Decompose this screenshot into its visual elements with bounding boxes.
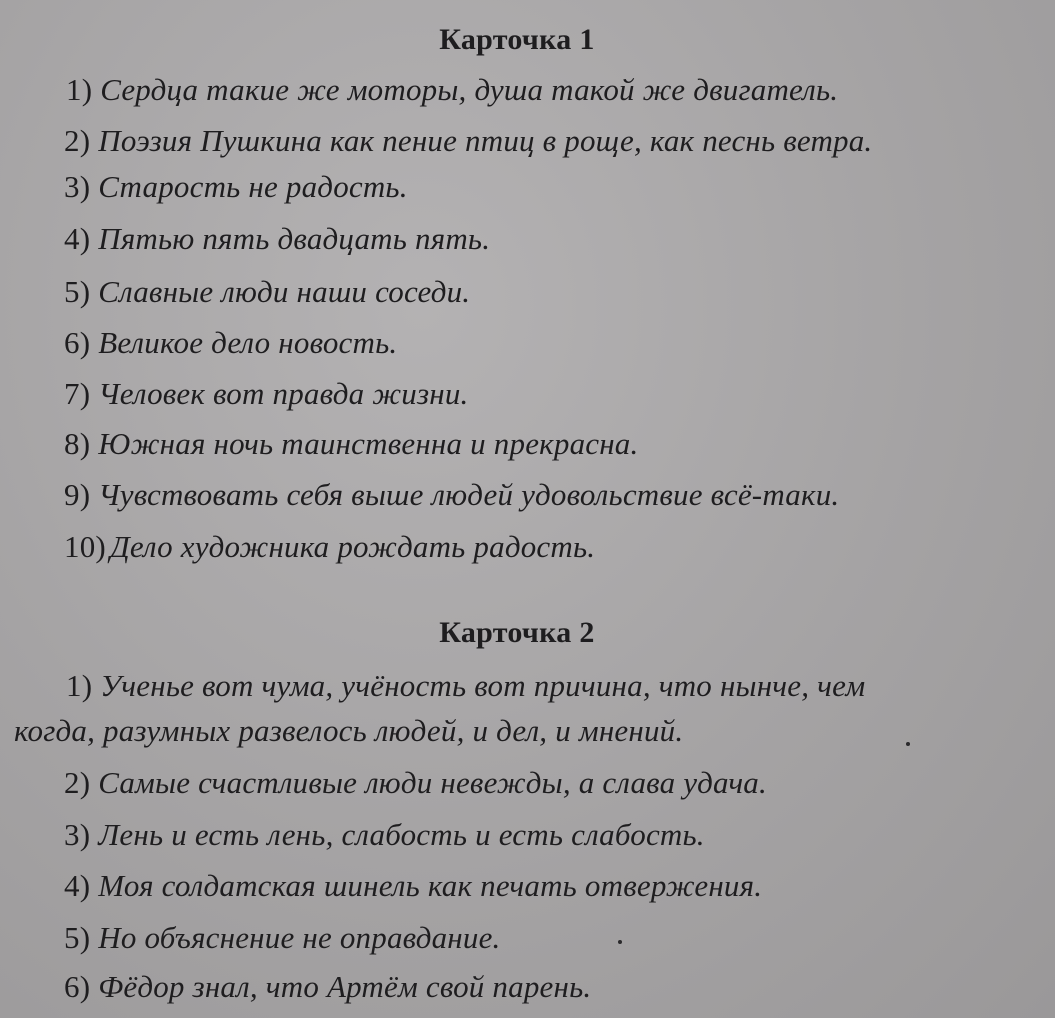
item-number: 5) [64, 274, 91, 309]
speck-mark [618, 940, 622, 944]
item-number: 7) [64, 376, 91, 411]
item-sentence: Лень и есть лень, слабость и есть слабость. [98, 817, 705, 852]
item-number: 3) [64, 817, 91, 852]
item-number: 1) [66, 72, 93, 107]
card-2-item-1-continuation [14, 711, 683, 751]
card-1-item-6 [64, 323, 397, 363]
item-sentence: Великое дело новость. [98, 325, 398, 360]
card-2-item-5 [64, 918, 501, 958]
item-number: 8) [64, 426, 91, 461]
item-sentence: Славные люди наши соседи. [98, 274, 471, 309]
card-2-item-1 [66, 666, 865, 706]
item-sentence: Самые счастливые люди невежды, а слава удача. [98, 765, 767, 800]
item-sentence-continuation: когда, разумных развелось людей, и дел, и мнений. [14, 713, 684, 748]
item-sentence: Южная ночь таинственна и прекрасна. [98, 426, 639, 461]
item-sentence: Старость не радость. [98, 169, 408, 204]
item-number: 2) [64, 123, 91, 158]
item-sentence: Сердца такие же моторы, душа такой же двигатель. [100, 72, 839, 107]
card-1-item-8 [64, 424, 638, 464]
item-number: 1) [66, 668, 93, 703]
card-2-item-4 [64, 866, 762, 906]
item-number: 3) [64, 169, 91, 204]
item-number: 10) [64, 529, 106, 564]
card-2-item-2 [64, 763, 767, 803]
card-2-title: Карточка 2 [439, 616, 595, 649]
item-number: 2) [64, 765, 91, 800]
item-sentence: Но объяснение не оправдание. [98, 920, 501, 955]
item-sentence: Моя солдатская шинель как печать отвержения. [98, 868, 763, 903]
item-sentence: Чувствовать себя выше людей удовольствие всё-таки. [98, 477, 840, 512]
card-1-item-9 [64, 475, 839, 515]
item-sentence: Пятью пять двадцать пять. [98, 221, 491, 256]
card-1-item-5 [64, 272, 470, 312]
speck-mark [906, 742, 910, 746]
item-number: 9) [64, 477, 91, 512]
card-2-item-3 [64, 815, 705, 855]
card-1-item-3 [64, 167, 408, 207]
card-1-item-10 [64, 527, 595, 567]
item-sentence: Ученье вот чума, учёность вот причина, что нынче, чем [100, 668, 866, 703]
card-1-item-4 [64, 219, 490, 259]
card-1-item-2 [64, 121, 872, 161]
item-number: 6) [64, 969, 91, 1004]
item-number: 4) [64, 221, 91, 256]
card-1-item-1 [66, 70, 838, 110]
item-sentence: Человек вот правда жизни. [98, 376, 469, 411]
card-1-item-7 [64, 374, 468, 414]
item-number: 5) [64, 920, 91, 955]
item-number: 6) [64, 325, 91, 360]
item-number: 4) [64, 868, 91, 903]
item-sentence: Фёдор знал, что Артём свой парень. [98, 969, 592, 1004]
card-2-item-6 [64, 967, 591, 1007]
card-1-title: Карточка 1 [439, 23, 595, 56]
item-sentence: Поэзия Пушкина как пение птиц в роще, как песнь ветра. [98, 123, 873, 158]
item-sentence: Дело художника рождать радость. [109, 529, 596, 564]
